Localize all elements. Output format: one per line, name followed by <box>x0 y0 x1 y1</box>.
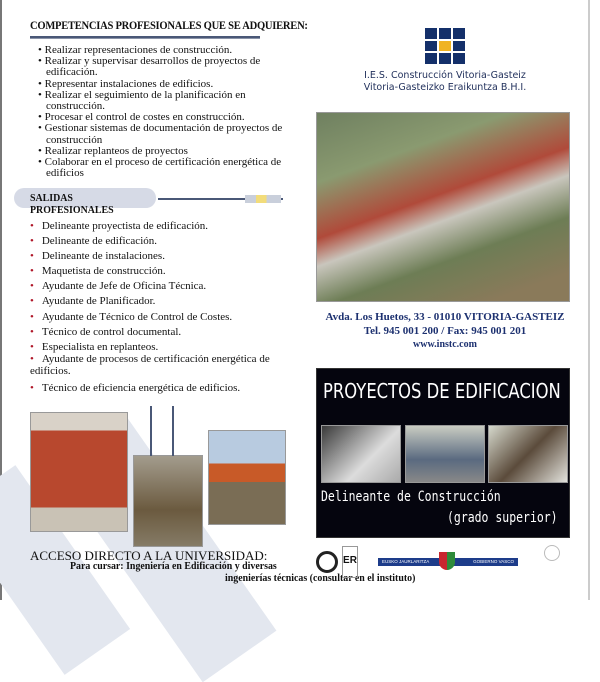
photo-brick-wall <box>30 412 128 532</box>
salidas-heading <box>14 188 156 216</box>
list-item: • Realizar representaciones de construcción. <box>36 45 296 56</box>
list-item: • Ayudante de Técnico de Control de Costes. <box>30 310 290 325</box>
address: Avda. Los Huetos, 33 - 01010 VITORIA-GASTEIZ <box>325 311 565 323</box>
basque-shield-icon <box>439 552 455 570</box>
list-item: • Delineante de edificación. <box>30 234 290 249</box>
fold-line <box>588 0 590 600</box>
salidas-list <box>30 219 290 396</box>
list-item: • Procesar el control de costes en construcción. <box>36 112 296 123</box>
program-banner <box>316 368 570 538</box>
photo-student-computer <box>321 425 401 483</box>
institute-name-es: I.E.S. Construcción Vitoria-Gasteiz <box>364 70 526 81</box>
competencias-list <box>36 45 296 179</box>
list-item: • Realizar replanteos de proyectos <box>36 146 296 157</box>
access-line-2: ingenierías técnicas (consultar en el instituto) <box>225 572 416 584</box>
list-item: • Gestionar sistemas de documentación de proyectos de construcción <box>36 123 296 145</box>
list-item: • Especialista en replanteos. <box>30 340 290 353</box>
photo-excavator <box>208 430 286 525</box>
photo-well-construction <box>133 455 203 547</box>
access-line-1: Para cursar: Ingeniería en Edificación y diversas <box>70 560 277 572</box>
phone-fax: Tel. 945 001 200 / Fax: 945 001 201 <box>363 325 527 337</box>
list-item: • Ayudante de procesos de certificación energética de edificios. <box>30 353 290 377</box>
eusko-jaurlaritza-text: EUSKO JAURLARITZA <box>382 559 430 564</box>
salidas-heading-text: SALIDAS PROFESIONALES <box>30 192 114 216</box>
photo-drafting-class <box>488 425 568 483</box>
list-item: • Representar instalaciones de edificios. <box>36 79 296 90</box>
list-item: • Realizar el seguimiento de la planificación en construcción. <box>36 90 296 112</box>
list-item: • Delineante de instalaciones. <box>30 249 290 264</box>
list-item: • Delineante proyectista de edificación. <box>30 219 290 234</box>
er-logo <box>342 546 358 578</box>
gobierno-vasco-text: GOBIERNO VASCO <box>473 559 514 564</box>
certification-logo <box>316 551 338 573</box>
list-item: • Técnico de eficiencia energética de edificios. <box>30 381 290 396</box>
website-link[interactable]: www.instc.com <box>413 339 477 350</box>
er-logo-text: ER <box>343 555 357 566</box>
quality-logo <box>544 545 560 561</box>
list-item: • Técnico de control documental. <box>30 325 290 340</box>
program-level: (grado superior) <box>447 510 558 526</box>
competencias-heading: COMPETENCIAS PROFESIONALES QUE SE ADQUIEREN: <box>30 20 308 32</box>
decorative-lines <box>150 406 174 456</box>
decorative-dots <box>245 195 281 203</box>
list-item: • Colaborar en el proceso de certificación energética de edificios <box>36 157 296 179</box>
list-item: • Ayudante de Jefe de Oficina Técnica. <box>30 279 290 294</box>
list-item: • Maquetista de construcción. <box>30 264 290 279</box>
list-item: • Realizar y supervisar desarrollos de proyectos de edificación. <box>36 56 296 78</box>
aerial-campus-photo <box>316 112 570 302</box>
program-title: PROYECTOS DE EDIFICACION <box>323 379 561 403</box>
heading-rule <box>30 36 260 39</box>
list-item: • Ayudante de Planificador. <box>30 294 290 309</box>
photo-computer-lab <box>405 425 485 483</box>
program-subtitle: Delineante de Construcción <box>321 489 501 505</box>
institute-logo <box>425 28 465 63</box>
access-title: ACCESO DIRECTO A LA UNIVERSIDAD: <box>30 548 268 563</box>
institute-name-eu: Vitoria-Gasteizko Eraikuntza B.H.I. <box>363 82 527 93</box>
